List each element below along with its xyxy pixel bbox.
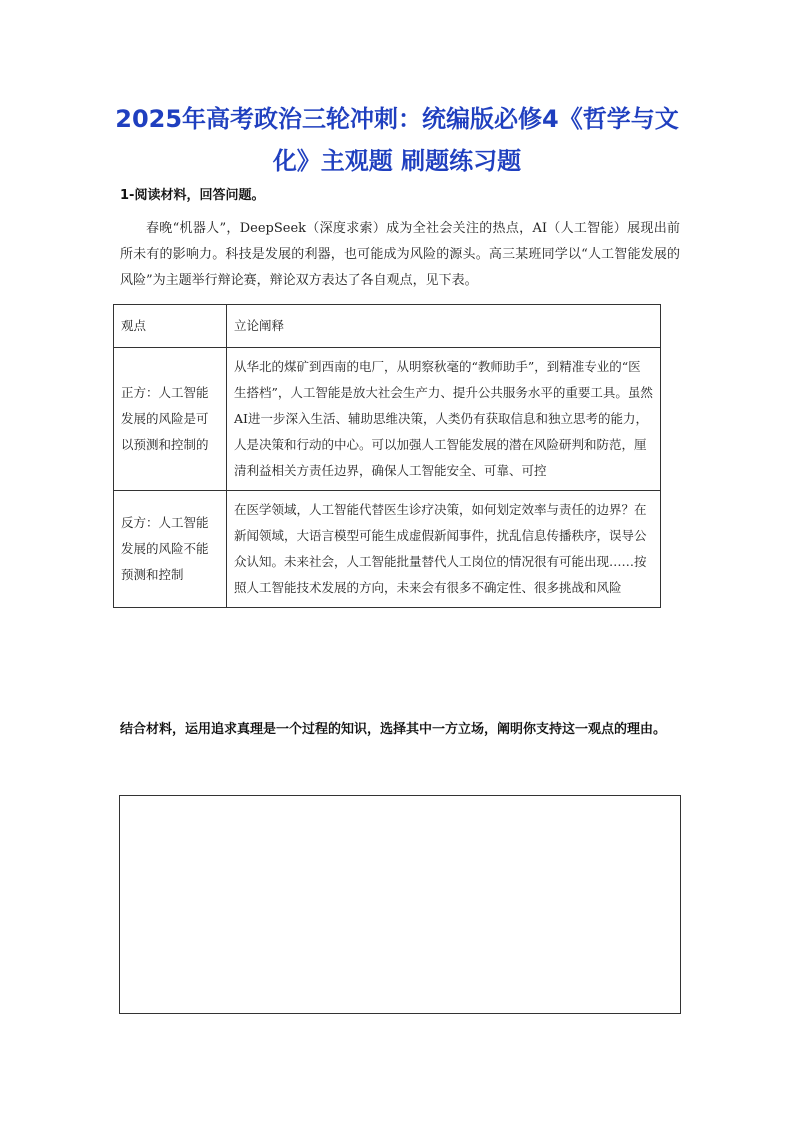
reading-passage: 春晚“机器人”，DeepSeek（深度求索）成为全社会关注的热点，AI（人工智能）展现出前所未有的影响力。科技是发展的利器，也可能成为风险的源头。高三某班同学以“人工智能发展的风险”为主题举行辩论赛，辩论双方表达了各自观点，见下表。 (120, 221, 680, 288)
affirmative-argument: 从华北的煤矿到西南的电厂，从明察秋毫的“教师助手”，到精准专业的“医生搭档”，人工智能是放大社会生产力、提升公共服务水平的重要工具。虽然AI进一步深入生活、辅助思维决策，人类仍有获取信息和独立思考的能力，人是决策和行动的中心。可以加强人工智能发展的潜在风险研判和防范，厘清利益相关方责任边界，确保人工智能安全、可靠、可控 (227, 348, 661, 491)
header-viewpoint: 观点 (114, 305, 227, 348)
affirmative-viewpoint: 正方：人工智能发展的风险是可以预测和控制的 (114, 348, 227, 491)
header-argument: 立论阐释 (227, 305, 661, 348)
negative-viewpoint: 反方：人工智能发展的风险不能预测和控制 (114, 491, 227, 608)
question-heading: 1-阅读材料，回答问题。 (120, 188, 265, 203)
question-instruction: 结合材料，运用追求真理是一个过程的知识，选择其中一方立场，阐明你支持这一观点的理由。 (120, 722, 667, 737)
table-row (114, 348, 661, 491)
table-row (114, 491, 661, 608)
debate-table (113, 304, 661, 608)
document-title: 2025年高考政治三轮冲刺：统编版必修4《哲学与文化》主观题 刷题练习题 (115, 105, 679, 175)
table-header-row (114, 305, 661, 348)
answer-box[interactable] (119, 795, 681, 1014)
negative-argument: 在医学领域，人工智能代替医生诊疗决策，如何划定效率与责任的边界？在新闻领域，大语言模型可能生成虚假新闻事件，扰乱信息传播秩序，误导公众认知。未来社会，人工智能批量替代人工岗位的情况很有可能出现……按照人工智能技术发展的方向，未来会有很多不确定性、很多挑战和风险 (227, 491, 661, 608)
